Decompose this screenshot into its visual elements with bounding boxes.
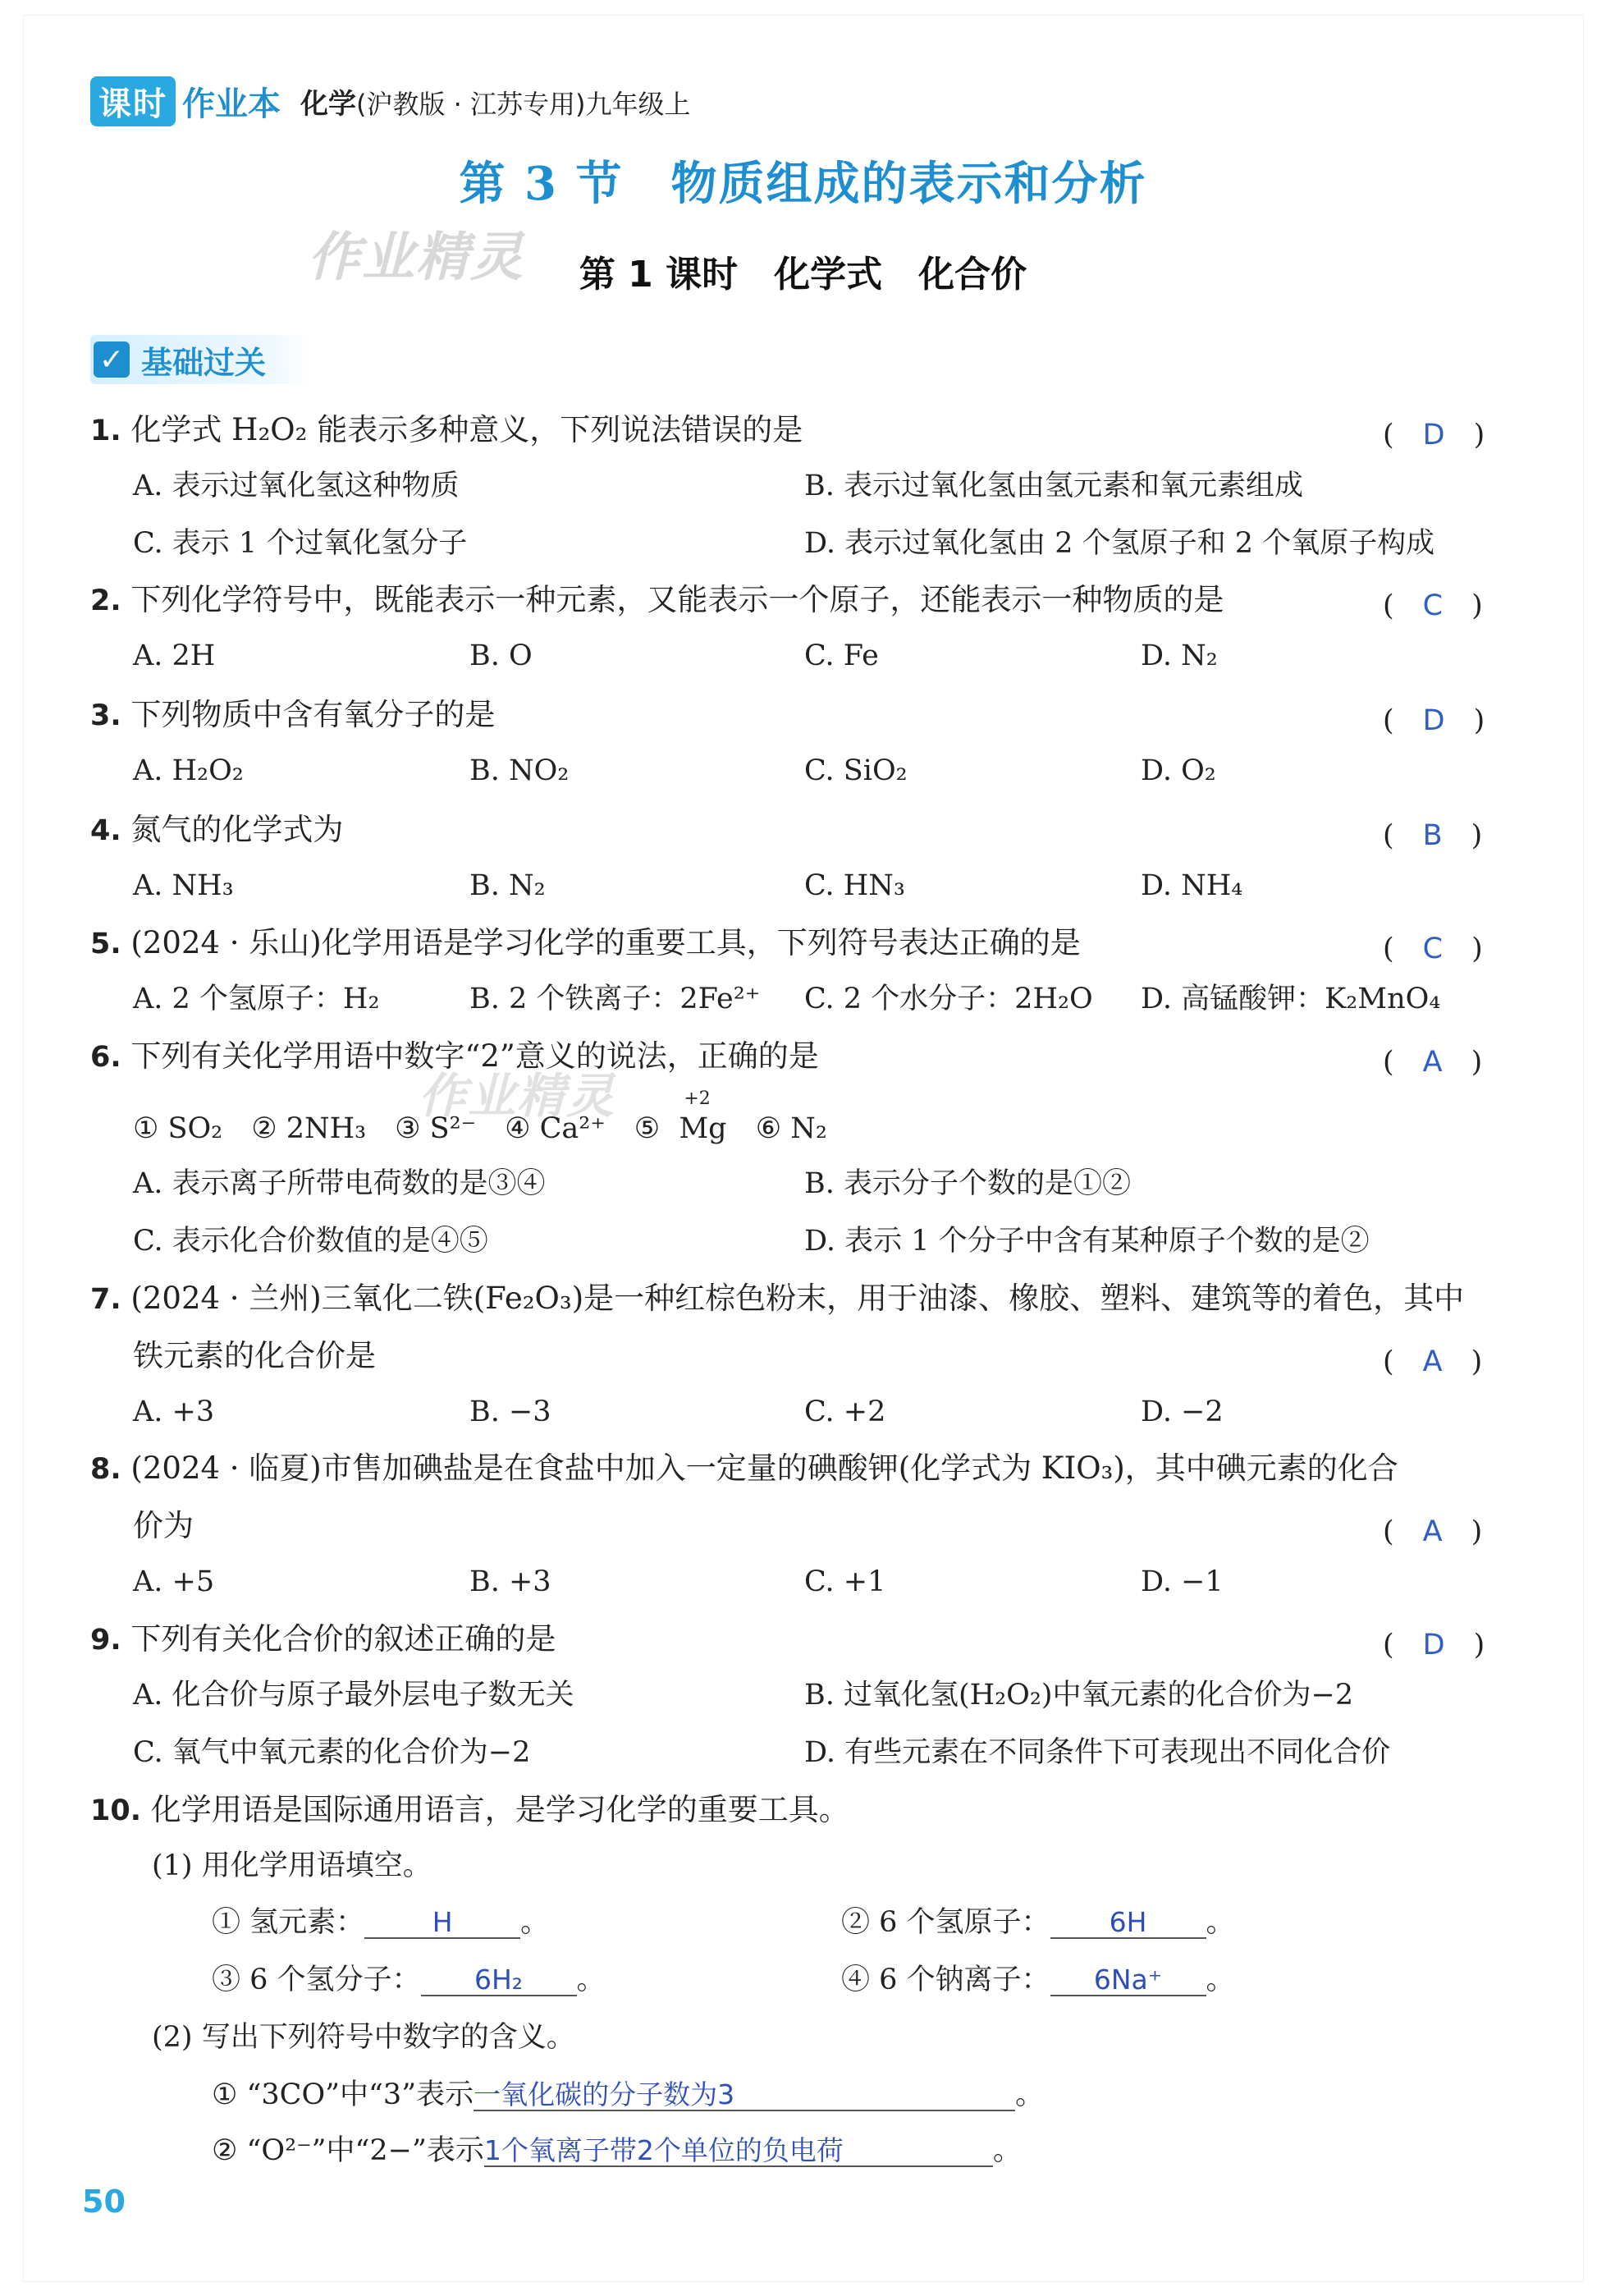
q2-option-c: C. Fe bbox=[804, 639, 879, 672]
question-1: 1. 化学式 H₂O₂ 能表示多种意义，下列说法错误的是 bbox=[90, 412, 803, 447]
q10-fill-1: ① 氢元素： H 。 bbox=[212, 1906, 550, 1939]
q9-option-c: C. 氧气中氧元素的化合价为−2 bbox=[133, 1736, 531, 1769]
question-5: 5. (2024 · 乐山)化学用语是学习化学的重要工具，下列符号表达正确的是 bbox=[90, 925, 1081, 960]
q7-option-d: D. −2 bbox=[1141, 1395, 1224, 1428]
q4-option-a: A. NH₃ bbox=[133, 869, 234, 902]
q10-fill-2: ② 6 个氢原子： 6H 。 bbox=[841, 1906, 1235, 1939]
answer-7: ( A ) bbox=[1383, 1345, 1483, 1378]
answer-9: ( D ) bbox=[1383, 1629, 1485, 1661]
q4-option-c: C. HN₃ bbox=[804, 869, 905, 902]
q1-option-b: B. 表示过氧化氢由氢元素和氧元素组成 bbox=[804, 470, 1303, 502]
question-8-cont: 价为 bbox=[133, 1508, 194, 1543]
q1-option-c: C. 表示 1 个过氧化氢分子 bbox=[133, 527, 468, 560]
fill-blank-1[interactable]: H bbox=[364, 1909, 520, 1939]
q10-part-1: (1) 用化学用语填空。 bbox=[152, 1849, 432, 1882]
q10-part-2: (2) 写出下列符号中数字的含义。 bbox=[152, 2021, 575, 2054]
q1-option-a: A. 表示过氧化氢这种物质 bbox=[133, 470, 460, 502]
meaning-blank-1[interactable]: 一氧化碳的分子数为3 bbox=[474, 2081, 1015, 2111]
q6-items: ① SO₂ ② 2NH₃ ③ S²⁻ ④ Ca²⁺ ⑤ +2 Mg ⑥ N₂ bbox=[133, 1088, 827, 1145]
q4-option-d: D. NH₄ bbox=[1141, 869, 1243, 902]
question-7-cont: 铁元素的化合价是 bbox=[133, 1338, 376, 1373]
answer-2: ( C ) bbox=[1383, 589, 1483, 622]
answer-6: ( A ) bbox=[1383, 1046, 1483, 1079]
q5-option-a: A. 2 个氢原子：H₂ bbox=[133, 983, 380, 1015]
q6-option-c: C. 表示化合价数值的是④⑤ bbox=[133, 1225, 488, 1258]
page-number: 50 bbox=[82, 2184, 126, 2220]
q4-option-b: B. N₂ bbox=[469, 869, 546, 902]
q7-option-b: B. −3 bbox=[469, 1395, 551, 1428]
watermark: 作业精灵 bbox=[308, 227, 524, 288]
checkmark-icon: ✓ bbox=[94, 341, 130, 378]
q9-option-b: B. 过氧化氢(H₂O₂)中氧元素的化合价为−2 bbox=[804, 1679, 1354, 1712]
q10-meaning-1: ① “3CO”中“3”表示一氧化碳的分子数为3 。 bbox=[212, 2078, 1045, 2111]
fill-blank-2[interactable]: 6H bbox=[1050, 1909, 1206, 1939]
q10-fill-4: ④ 6 个钠离子： 6Na⁺ 。 bbox=[841, 1964, 1235, 1996]
question-10: 10. 化学用语是国际通用语言，是学习化学的重要工具。 bbox=[90, 1792, 849, 1827]
q3-option-d: D. O₂ bbox=[1141, 754, 1216, 787]
q3-option-b: B. NO₂ bbox=[469, 754, 570, 787]
q8-option-b: B. +3 bbox=[469, 1565, 551, 1598]
answer-8: ( A ) bbox=[1383, 1515, 1483, 1548]
q7-option-a: A. +3 bbox=[133, 1395, 215, 1428]
q6-mg-valence: +2 Mg bbox=[679, 1088, 727, 1145]
answer-3: ( D ) bbox=[1383, 704, 1485, 737]
header-brand bbox=[90, 78, 691, 124]
brand-logo: 课时 bbox=[90, 76, 176, 126]
q6-option-d: D. 表示 1 个分子中含有某种原子个数的是② bbox=[804, 1225, 1370, 1258]
q8-option-d: D. −1 bbox=[1141, 1565, 1224, 1598]
answer-4: ( B ) bbox=[1383, 819, 1483, 852]
question-2: 2. 下列化学符号中，既能表示一种元素，又能表示一个原子，还能表示一种物质的是 bbox=[90, 582, 1224, 617]
answer-5: ( C ) bbox=[1383, 933, 1483, 965]
q1-option-d: D. 表示过氧化氢由 2 个氢原子和 2 个氧原子构成 bbox=[804, 527, 1435, 560]
q10-meaning-2: ② “O²⁻”中“2−”表示1个氧离子带2个单位的负电荷 。 bbox=[212, 2134, 1022, 2167]
fill-blank-4[interactable]: 6Na⁺ bbox=[1050, 1966, 1206, 1996]
brand-name: 作业本 bbox=[182, 85, 281, 123]
q3-option-a: A. H₂O₂ bbox=[133, 754, 244, 787]
lesson-title: 第 1 课时 化学式 化合价 bbox=[579, 254, 1027, 296]
question-7: 7. (2024 · 兰州)三氧化二铁(Fe₂O₃)是一种红棕色粉末，用于油漆、橡胶、塑料、建筑等的着色，其中 bbox=[90, 1281, 1465, 1316]
question-6: 6. 下列有关化学用语中数字“2”意义的说法，正确的是 bbox=[90, 1038, 819, 1074]
q2-option-b: B. O bbox=[469, 639, 533, 672]
q6-option-b: B. 表示分子个数的是①② bbox=[804, 1167, 1131, 1200]
q2-option-a: A. 2H bbox=[133, 639, 216, 672]
question-9: 9. 下列有关化合价的叙述正确的是 bbox=[90, 1621, 556, 1657]
q9-option-d: D. 有些元素在不同条件下可表现出不同化合价 bbox=[804, 1736, 1391, 1769]
q6-option-a: A. 表示离子所带电荷数的是③④ bbox=[133, 1167, 546, 1200]
section-title: 第 3 节 物质组成的表示和分析 bbox=[459, 157, 1147, 211]
question-4: 4. 氮气的化学式为 bbox=[90, 812, 344, 847]
q3-option-c: C. SiO₂ bbox=[804, 754, 908, 787]
question-8: 8. (2024 · 临夏)市售加碘盐是在食盐中加入一定量的碘酸钾(化学式为 KIO₃)，其中碘元素的化合 bbox=[90, 1450, 1398, 1486]
fill-blank-3[interactable]: 6H₂ bbox=[421, 1966, 577, 1996]
q5-option-d: D. 高锰酸钾：K₂MnO₄ bbox=[1141, 983, 1441, 1015]
q10-fill-3: ③ 6 个氢分子： 6H₂ 。 bbox=[212, 1964, 606, 1996]
watermark-2: 作业精灵 bbox=[419, 1068, 616, 1124]
q9-option-a: A. 化合价与原子最外层电子数无关 bbox=[133, 1679, 574, 1712]
book-subject: 化学(沪教版 · 江苏专用)九年级上 bbox=[300, 87, 691, 121]
q8-option-c: C. +1 bbox=[804, 1565, 886, 1598]
meaning-blank-2[interactable]: 1个氧离子带2个单位的负电荷 bbox=[484, 2137, 993, 2167]
q2-option-d: D. N₂ bbox=[1141, 639, 1218, 672]
question-3: 3. 下列物质中含有氧分子的是 bbox=[90, 697, 496, 732]
answer-1: ( D ) bbox=[1383, 419, 1485, 451]
q8-option-a: A. +5 bbox=[133, 1565, 215, 1598]
section-tag: ✓ 基础过关 bbox=[90, 335, 312, 384]
q5-option-c: C. 2 个水分子：2H₂O bbox=[804, 983, 1093, 1015]
q7-option-c: C. +2 bbox=[804, 1395, 886, 1428]
q5-option-b: B. 2 个铁离子：2Fe²⁺ bbox=[469, 983, 761, 1015]
